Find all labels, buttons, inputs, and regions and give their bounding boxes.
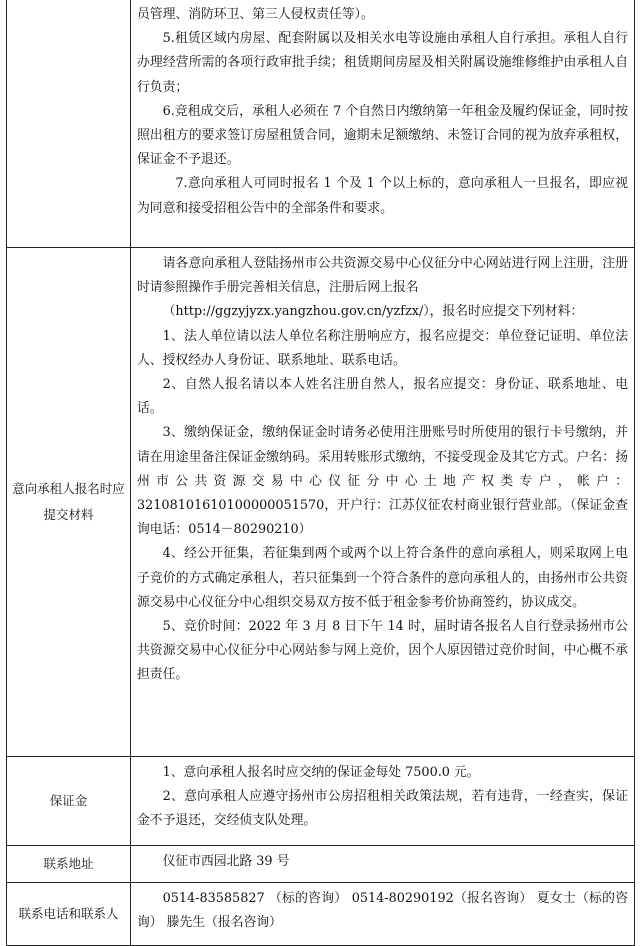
address-content-cell (131, 846, 635, 883)
materials-row (7, 248, 635, 757)
deposit-paragraph: 1、意向承租人报名时应交纳的保证金每处 7500.0 元。 (162, 765, 480, 780)
materials-paragraph: 3、缴纳保证金，缴纳保证金时请务必使用注册账号时所使用的银行卡号缴纳，并请在用途里备注保证金缴纳码。采用转账形式缴纳，不接受现金及其它方式。户名：扬州市公共资源交易中心仪征分中心土地产权类专户，帐户：32108101610100000051570，开户行：江苏仪征农村商业银行营业部。（保证金查询电话：0514－80290210） (137, 425, 628, 538)
conditions-paragraph: 员管理、消防环卫、第三人侵权责任等）。 (137, 7, 374, 22)
deposit-paragraph: 2、意向承租人应遵守扬州市公房招租相关政策法规，若有违背，一经查实，保证金不予退还，交经侦支队处理。 (137, 789, 628, 829)
deposit-row (7, 757, 635, 846)
contact-label: 联系电话和联系人 (7, 883, 131, 946)
materials-label: 意向承租人报名时应提交材料 (7, 248, 131, 757)
materials-paragraph: 1、法人单位请以法人单位名称注册响应方，报名应提交：单位登记证明、单位法人、授权经办人身份证、联系地址、联系电话。 (137, 328, 628, 368)
conditions-paragraph: 6.竞租成交后，承租人必须在 7 个自然日内缴纳第一年租金及履约保证金，同时按照出租方的要求签订房屋租赁合同，逾期未足额缴纳、未签订合同的视为放弃承租权，保证金不予退还。 (137, 103, 628, 168)
address-value: 仪征市西园北路 39 号 (162, 854, 290, 869)
contact-row (7, 883, 635, 946)
conditions-content-cell (131, 0, 635, 248)
conditions-paragraph: 5.租赁区域内房屋、配套附属以及相关水电等设施由承租人自行承担。承租人自行办理经营所需的各项行政审批手续；租赁期间房屋及相关附属设施维修维护由承租人自行负责； (137, 31, 628, 95)
conditions-paragraph: 7.意向承租人可同时报名 1 个及 1 个以上标的，意向承租人一旦报名，即应视为同意和接受招租公告中的全部条件和要求。 (137, 176, 628, 216)
address-label: 联系地址 (7, 846, 131, 883)
contact-value: 0514-83585827 （标的咨询） 0514-80290192（报名咨询） 夏女士（标的咨询） 滕先生（报名咨询） (137, 891, 628, 931)
materials-content-cell (131, 248, 635, 757)
announcement-table (6, 0, 635, 946)
conditions-row (7, 0, 635, 248)
materials-paragraph: 4、经公开征集，若征集到两个或两个以上符合条件的意向承租人，则采取网上电子竞价的方式确定承租人，若只征集到一个符合条件的意向承租人的，由扬州市公共资源交易中心仪征分中心组织交易双方按不低于租金参考价协商签约，协议成交。 (137, 546, 628, 610)
materials-paragraph: （http://ggzyjyzx.yangzhou.gov.cn/yzfzx/），报名时应提交下列材料： (162, 304, 584, 320)
deposit-label: 保证金 (7, 757, 131, 846)
materials-paragraph: 请各意向承租人登陆扬州市公共资源交易中心仪征分中心网站进行网上注册，注册时请参照操作手册完善相关信息，注册后网上报名 (137, 256, 628, 296)
conditions-label-cell (7, 0, 131, 248)
contact-content-cell (131, 883, 635, 946)
materials-paragraph: 2、自然人报名请以本人姓名注册自然人，报名应提交：身份证、联系地址、电话。 (137, 377, 628, 417)
address-row (7, 846, 635, 883)
materials-paragraph: 5、竞价时间：2022 年 3 月 8 日下午 14 时，届时请各报名人自行登录扬州市公共资源交易中心仪征分中心网站参与网上竞价，因个人原因错过竞价时间，中心概不承担责任。 (137, 619, 628, 683)
deposit-content-cell (131, 757, 635, 846)
